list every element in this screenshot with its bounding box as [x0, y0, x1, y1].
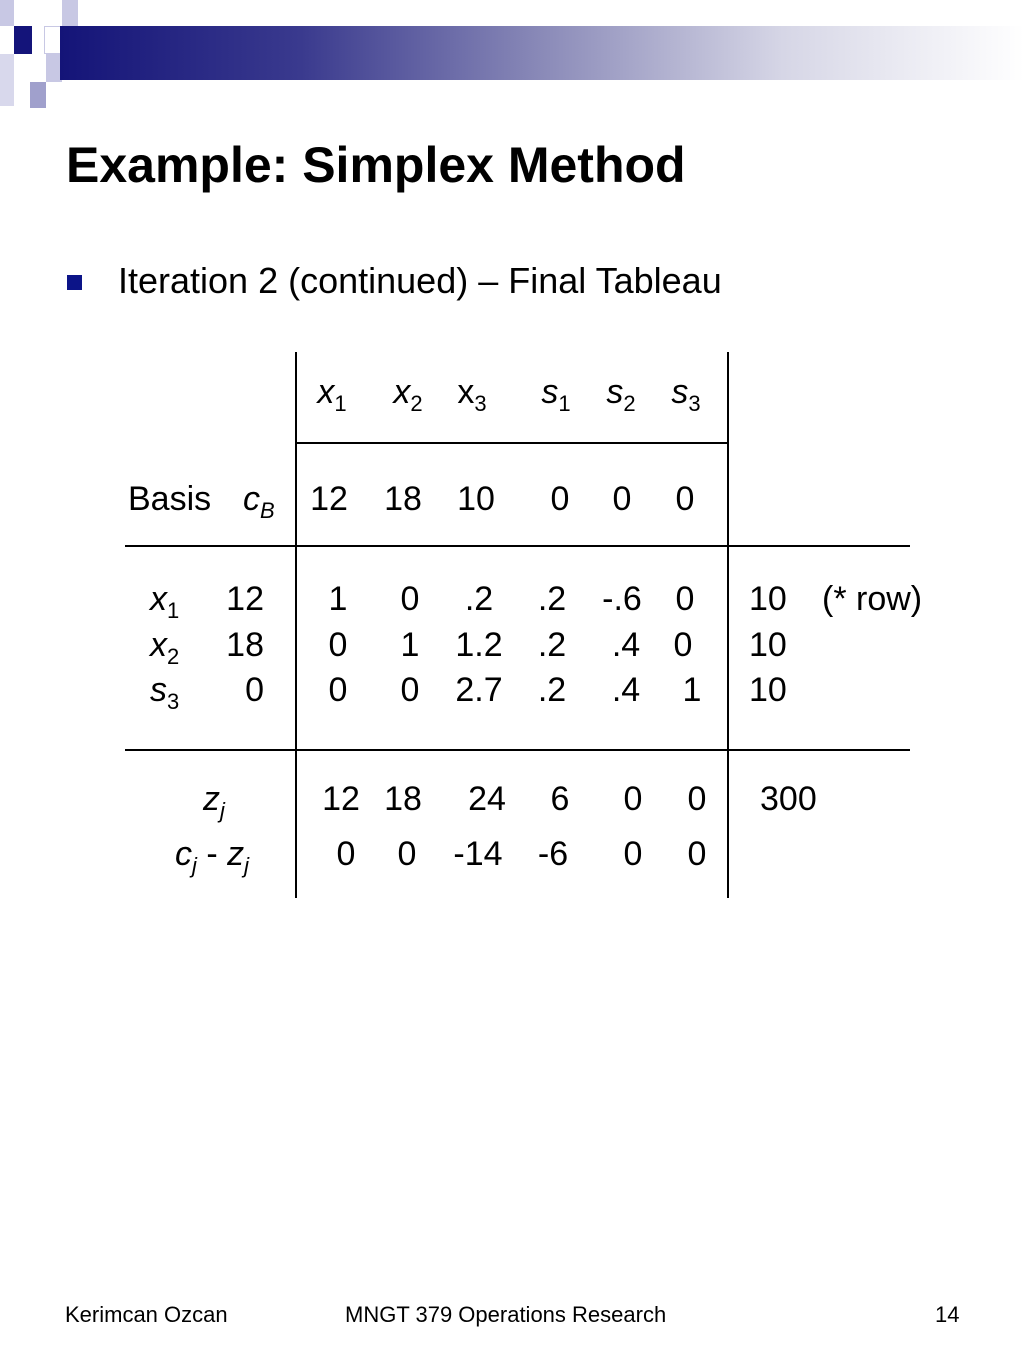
cj-minus-zj-value: 0: [623, 835, 643, 873]
var-header: $s_2$: [606, 373, 636, 416]
cj-minus-zj-value: 0: [336, 835, 356, 873]
basis-label: Basis: [128, 480, 212, 518]
footer-author: Kerimcan Ozcan: [65, 1302, 228, 1327]
var-header: $x_1$: [317, 373, 347, 416]
cj-minus-zj-value: -6: [537, 835, 569, 873]
tableau-divider-right: [727, 352, 729, 898]
header-decoration-square: [0, 0, 14, 26]
page-number: 14: [935, 1302, 960, 1327]
cb-label: $c_B$: [243, 480, 275, 523]
cb-value: 0: [245, 671, 264, 709]
tableau-cell: .4: [611, 626, 641, 664]
header-decoration-square: [30, 82, 46, 108]
tableau-cell: 1: [400, 626, 420, 664]
cj-value: 0: [612, 480, 632, 518]
tableau-cell: 0: [675, 580, 695, 618]
tableau-cell: 1.2: [455, 626, 503, 664]
tableau-cell: .2: [464, 580, 494, 618]
rhs-value: 10: [749, 580, 787, 618]
basis-variable: $x_2$: [150, 626, 180, 669]
tableau-cell: 0: [328, 671, 348, 709]
cj-value: 10: [457, 480, 495, 518]
basis-variable: $x_1$: [150, 580, 180, 623]
tableau-cell: 2.7: [455, 671, 503, 709]
zj-value: 18: [384, 780, 422, 818]
bullet-square-icon: [67, 275, 82, 290]
cj-value: 12: [310, 480, 348, 518]
tableau-cell: 0: [328, 626, 348, 664]
zj-label: $z_j$: [203, 780, 225, 823]
cj-minus-zj-label: $c_j - z_j$: [175, 835, 249, 878]
tableau-divider-left: [295, 352, 297, 898]
tableau-header-underline: [296, 442, 728, 444]
header-decoration-square: [0, 54, 14, 106]
slide-title: Example: Simplex Method: [66, 137, 686, 193]
tableau-cell: -.6: [602, 580, 642, 618]
zj-value: 0: [687, 780, 707, 818]
tableau-cell: .2: [537, 626, 567, 664]
zj-value: 6: [550, 780, 570, 818]
var-header: $s_3$: [671, 373, 701, 416]
tableau-cell: 0: [673, 626, 693, 664]
tableau-cell: 1: [682, 671, 702, 709]
var-header: $s_1$: [541, 373, 571, 416]
cj-minus-zj-value: 0: [397, 835, 417, 873]
bullet-text: Iteration 2 (continued) – Final Tableau: [118, 260, 722, 301]
zj-value: 12: [322, 780, 360, 818]
header-decoration-square: [14, 26, 32, 54]
header-gradient-bar: [60, 26, 1024, 80]
zj-value: 0: [623, 780, 643, 818]
tableau-rule-bottom: [125, 749, 910, 751]
footer-course: MNGT 379 Operations Research: [345, 1302, 667, 1327]
cj-minus-zj-value: 0: [687, 835, 707, 873]
basis-variable: $s_3$: [150, 671, 180, 714]
cj-minus-zj-value: -14: [453, 835, 503, 873]
tableau-cell: .2: [537, 580, 567, 618]
rhs-value: 10: [749, 671, 787, 709]
cj-value: 0: [550, 480, 570, 518]
tableau-cell: .2: [537, 671, 567, 709]
tableau-cell: 0: [400, 580, 420, 618]
zj-value: 24: [468, 780, 506, 818]
tableau-rule-top: [125, 545, 910, 547]
tableau-cell: 0: [400, 671, 420, 709]
tableau-cell: 1: [328, 580, 348, 618]
var-header: $x_3$: [457, 373, 487, 416]
cj-value: 18: [384, 480, 422, 518]
rhs-value: 10: [749, 626, 787, 664]
cb-value: 18: [226, 626, 264, 664]
cj-value: 0: [675, 480, 695, 518]
var-header: $x_2$: [393, 373, 423, 416]
cb-value: 12: [226, 580, 264, 618]
header-decoration-square: [62, 0, 78, 26]
objective-value: 300: [760, 780, 817, 818]
pivot-row-note: (* row): [822, 580, 923, 618]
tableau-cell: .4: [611, 671, 641, 709]
